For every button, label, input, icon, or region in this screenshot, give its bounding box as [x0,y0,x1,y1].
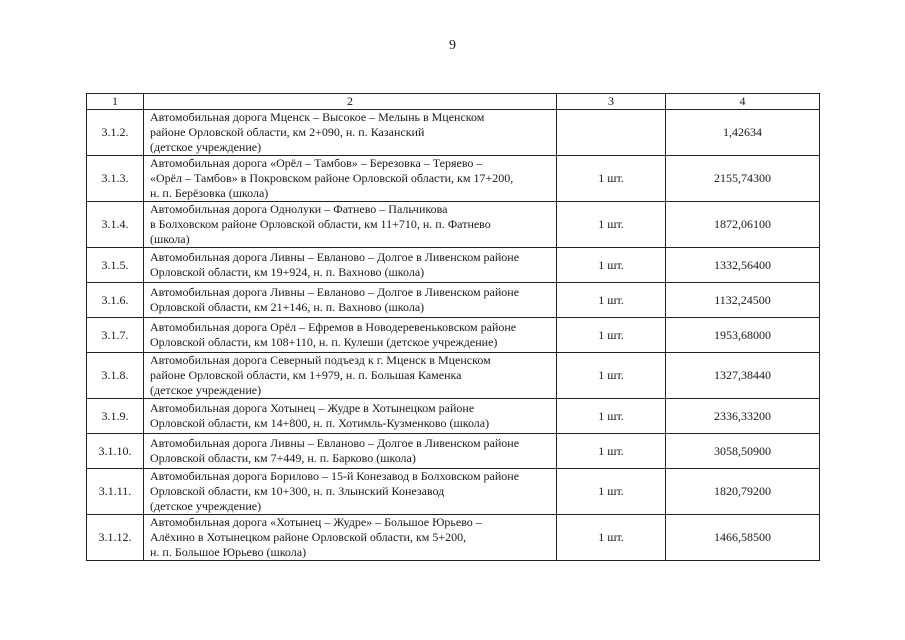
column-header-4: 4 [666,94,820,110]
row-number-cell: 3.1.10. [87,434,144,469]
table-row [87,248,820,283]
column-header-1: 1 [87,94,144,110]
value-cell: 1953,68000 [666,318,820,353]
road-description-cell: Автомобильная дорога Мценск – Высокое – Мелынь в Мценском районе Орловской области, км 2+090, н. п. Казанский (детское учреждение) [144,110,557,156]
quantity-cell: 1 шт. [557,318,666,353]
road-description-cell: Автомобильная дорога «Хотынец – Жудре» – Большое Юрьево – Алёхино в Хотынецком районе Орловской области, км 5+200, н. п. Большое Юрьево (школа) [144,515,557,561]
table-row [87,283,820,318]
table-row [87,399,820,434]
quantity-cell: 1 шт. [557,399,666,434]
row-number-cell: 3.1.9. [87,399,144,434]
value-cell: 1872,06100 [666,202,820,248]
table-row [87,434,820,469]
road-description-cell: Автомобильная дорога Ливны – Евланово – Долгое в Ливенском районе Орловской области, км 21+146, н. п. Вахново (школа) [144,283,557,318]
column-header-2: 2 [144,94,557,110]
quantity-cell: 1 шт. [557,283,666,318]
quantity-cell [557,110,666,156]
table-row [87,156,820,202]
quantity-cell: 1 шт. [557,515,666,561]
table-row [87,469,820,515]
quantity-cell: 1 шт. [557,248,666,283]
road-description-cell: Автомобильная дорога Орёл – Ефремов в Новодеревеньковском районе Орловской области, км 108+110, н. п. Кулеши (детское учреждение) [144,318,557,353]
quantity-cell: 1 шт. [557,202,666,248]
value-cell: 3058,50900 [666,434,820,469]
value-cell: 1466,58500 [666,515,820,561]
value-cell: 1,42634 [666,110,820,156]
table-row [87,353,820,399]
value-cell: 1820,79200 [666,469,820,515]
road-description-cell: Автомобильная дорога Ливны – Евланово – Долгое в Ливенском районе Орловской области, км 7+449, н. п. Барково (школа) [144,434,557,469]
road-description-cell: Автомобильная дорога Однолуки – Фатнево – Пальчикова в Болховском районе Орловской области, км 11+710, н. п. Фатнево (школа) [144,202,557,248]
table-row [87,318,820,353]
row-number-cell: 3.1.4. [87,202,144,248]
road-description-cell: Автомобильная дорога «Орёл – Тамбов» – Березовка – Теряево – «Орёл – Тамбов» в Покровском районе Орловской области, км 17+200, н. п. Берёзовка (школа) [144,156,557,202]
value-cell: 2336,33200 [666,399,820,434]
quantity-cell: 1 шт. [557,434,666,469]
table-row [87,515,820,561]
column-header-3: 3 [557,94,666,110]
road-description-cell: Автомобильная дорога Борилово – 15-й Конезавод в Болховском районе Орловской области, км 10+300, н. п. Злынский Конезавод (детское учреждение) [144,469,557,515]
row-number-cell: 3.1.11. [87,469,144,515]
road-description-cell: Автомобильная дорога Северный подъезд к г. Мценск в Мценском районе Орловской области, км 1+979, н. п. Большая Каменка (детское учреждение) [144,353,557,399]
value-cell: 1332,56400 [666,248,820,283]
data-table [86,93,820,561]
row-number-cell: 3.1.2. [87,110,144,156]
value-cell: 1327,38440 [666,353,820,399]
table-header-row [87,94,820,110]
page-number: 9 [449,38,456,53]
row-number-cell: 3.1.12. [87,515,144,561]
table-row [87,110,820,156]
road-description-cell: Автомобильная дорога Ливны – Евланово – Долгое в Ливенском районе Орловской области, км 19+924, н. п. Вахново (школа) [144,248,557,283]
quantity-cell: 1 шт. [557,469,666,515]
row-number-cell: 3.1.5. [87,248,144,283]
value-cell: 2155,74300 [666,156,820,202]
row-number-cell: 3.1.7. [87,318,144,353]
row-number-cell: 3.1.8. [87,353,144,399]
value-cell: 1132,24500 [666,283,820,318]
table-row [87,202,820,248]
table-body [87,110,820,561]
quantity-cell: 1 шт. [557,156,666,202]
row-number-cell: 3.1.3. [87,156,144,202]
road-description-cell: Автомобильная дорога Хотынец – Жудре в Хотынецком районе Орловской области, км 14+800, н. п. Хотимль-Кузменково (школа) [144,399,557,434]
row-number-cell: 3.1.6. [87,283,144,318]
quantity-cell: 1 шт. [557,353,666,399]
